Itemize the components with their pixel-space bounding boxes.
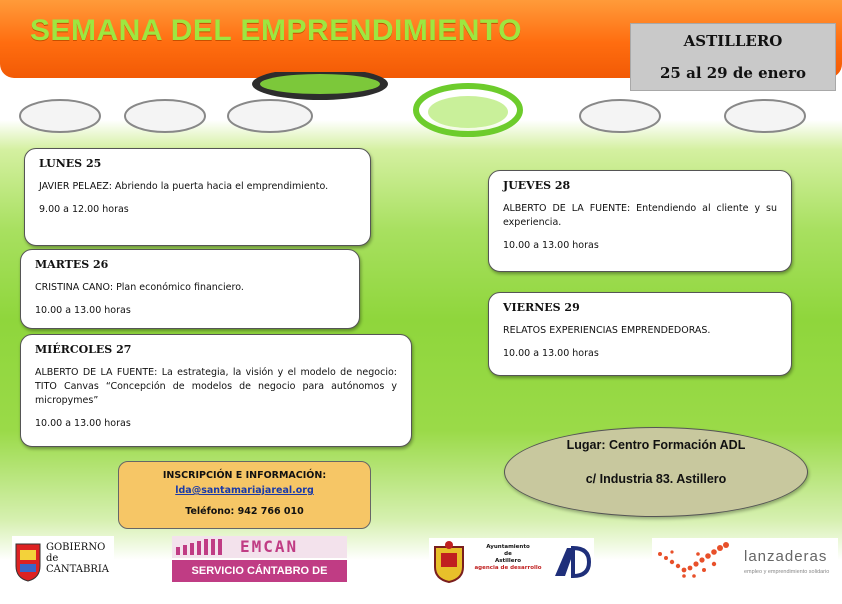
logo-ayuntamiento-astillero [429, 538, 594, 586]
talk-time: 9.00 a 12.00 horas [39, 204, 129, 215]
ad-logo-mark [553, 544, 591, 578]
day-card-jueves [488, 170, 792, 272]
day-card-martes [20, 249, 360, 329]
logo-lanzaderas [652, 538, 838, 584]
logo-emcan [172, 536, 347, 599]
day-card-viernes [488, 292, 792, 376]
gobierno-line-1: GOBIERNO [46, 542, 106, 553]
talk-description: ALBERTO DE LA FUENTE: La estrategia, la visión y el modelo de negocio: TITO Canvas “Concepción de modelos de negocio para autónomos y micropymes” [35, 367, 397, 406]
talk-description: ALBERTO DE LA FUENTE: Entendiendo al cliente y su experiencia. [503, 203, 777, 228]
emcan-subtitle: SERVICIO CÁNTABRO DE EMPLEO [172, 560, 347, 582]
lanzaderas-wordmark: lanzaderas [744, 548, 828, 565]
talk-time: 10.00 a 13.00 horas [35, 305, 131, 316]
emcan-bars-graphic [176, 537, 236, 557]
ayto-sub: agencia de desarrollo [474, 565, 542, 571]
day-title: LUNES 25 [39, 157, 102, 170]
day-title: JUEVES 28 [503, 179, 571, 192]
talk-time: 10.00 a 13.00 horas [503, 348, 599, 359]
logo-gobierno-cantabria [12, 536, 114, 586]
lanzaderas-subtitle: empleo y emprendimiento solidario [744, 569, 830, 575]
talk-description: JAVIER PELAEZ: Abriendo la puerta hacia el emprendimiento. [39, 181, 329, 192]
day-card-miercoles [20, 334, 412, 447]
talk-time: 10.00 a 13.00 horas [503, 240, 599, 251]
registration-phone: Teléfono: 942 766 010 [185, 506, 304, 517]
decorative-shapes-graphic [0, 72, 842, 142]
location-city: ASTILLERO [683, 32, 783, 50]
talk-description: RELATOS EXPERIENCIAS EMPRENDEDORAS. [503, 325, 711, 336]
ayto-line-2: de [504, 551, 512, 557]
day-title: VIERNES 29 [503, 301, 580, 314]
talk-description: CRISTINA CANO: Plan económico financiero. [35, 282, 244, 293]
day-title: MARTES 26 [35, 258, 109, 271]
coat-of-arms-icon [14, 540, 42, 582]
registration-email-link[interactable]: lda@santamariajareal.org [175, 485, 314, 496]
gobierno-line-3: CANTABRIA [46, 564, 110, 575]
venue-ellipse [504, 427, 808, 517]
lanzaderas-dots-graphic [654, 540, 738, 582]
registration-box [118, 461, 371, 529]
emcan-wordmark: EMCAN [240, 537, 299, 556]
day-card-lunes [24, 148, 371, 246]
ayto-line-1: Ayuntamiento [486, 544, 530, 550]
ad-triangle-icon [553, 544, 591, 578]
registration-title: INSCRIPCIÓN E INFORMACIÓN: [162, 470, 327, 481]
gobierno-line-2: de [46, 553, 59, 564]
location-dates: 25 al 29 de enero [660, 64, 806, 82]
ayto-line-3: Astillero [494, 558, 522, 564]
day-title: MIÉRCOLES 27 [35, 343, 132, 356]
venue-line-2: c/ Industria 83. Astillero [585, 472, 727, 486]
talk-time: 10.00 a 13.00 horas [35, 418, 131, 429]
venue-line-1: Lugar: Centro Formación ADL [566, 438, 746, 452]
ayuntamiento-crest-icon [431, 541, 467, 583]
page-title: SEMANA DEL EMPRENDIMIENTO [30, 14, 522, 47]
